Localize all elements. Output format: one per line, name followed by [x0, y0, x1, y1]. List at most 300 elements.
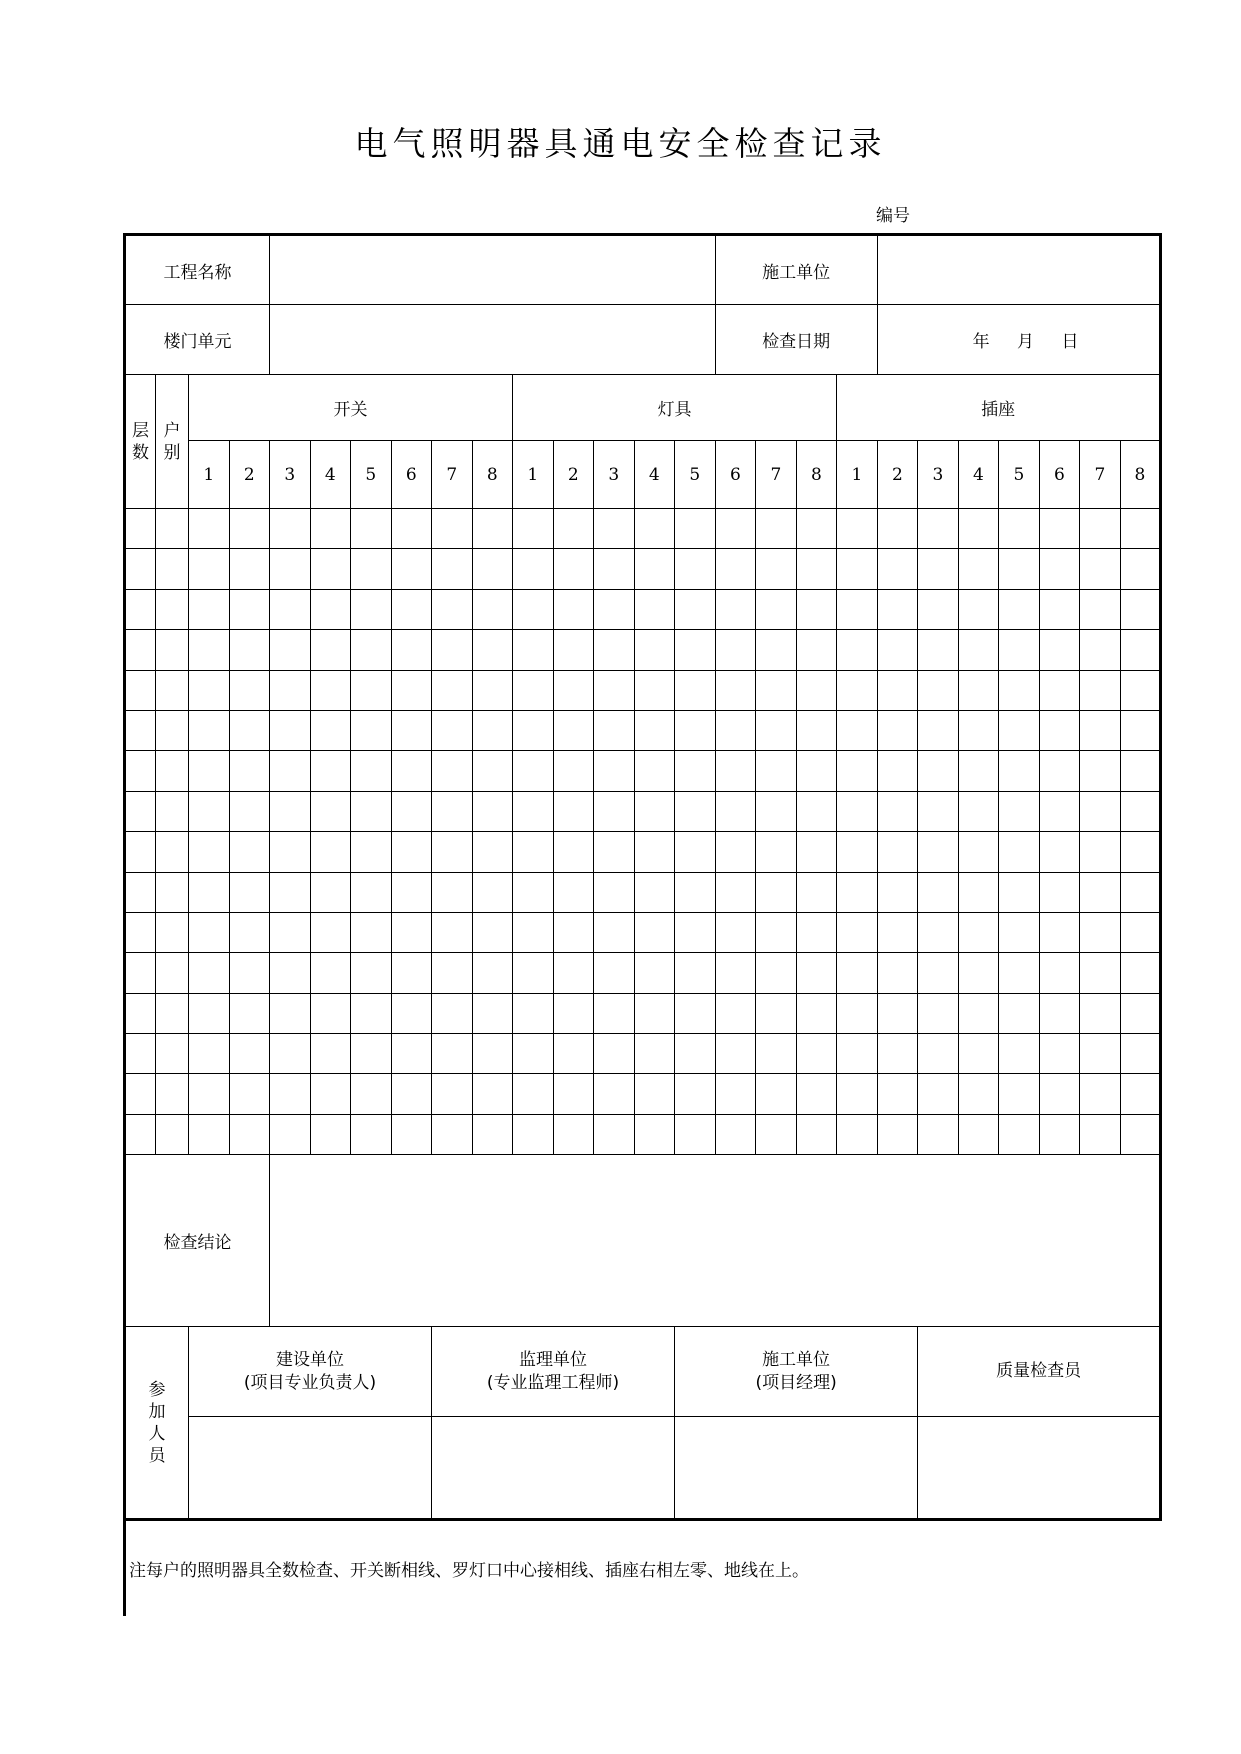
- grid-cell[interactable]: [270, 953, 311, 993]
- grid-cell[interactable]: [715, 710, 756, 750]
- grid-cell[interactable]: [1120, 710, 1161, 750]
- grid-cell[interactable]: [634, 630, 675, 670]
- grid-cell[interactable]: [796, 953, 837, 993]
- grid-cell[interactable]: [1039, 872, 1080, 912]
- grid-cell[interactable]: [1120, 751, 1161, 791]
- grid-cell[interactable]: [1120, 912, 1161, 952]
- grid-cell[interactable]: [391, 710, 432, 750]
- grid-cell[interactable]: [229, 670, 270, 710]
- grid-cell[interactable]: [229, 549, 270, 589]
- grid-cell[interactable]: [553, 630, 594, 670]
- grid-cell[interactable]: [125, 509, 156, 549]
- grid-cell[interactable]: [918, 1114, 959, 1154]
- grid-cell[interactable]: [999, 630, 1040, 670]
- grid-cell[interactable]: [1080, 832, 1121, 872]
- grid-cell[interactable]: [391, 832, 432, 872]
- grid-cell[interactable]: [472, 993, 513, 1033]
- grid-cell[interactable]: [1080, 993, 1121, 1033]
- grid-cell[interactable]: [513, 509, 554, 549]
- grid-cell[interactable]: [837, 993, 878, 1033]
- grid-cell[interactable]: [472, 872, 513, 912]
- grid-cell[interactable]: [432, 751, 473, 791]
- grid-cell[interactable]: [715, 670, 756, 710]
- grid-cell[interactable]: [513, 993, 554, 1033]
- grid-cell[interactable]: [958, 1114, 999, 1154]
- grid-cell[interactable]: [125, 549, 156, 589]
- grid-cell[interactable]: [756, 832, 797, 872]
- grid-cell[interactable]: [351, 1114, 392, 1154]
- grid-cell[interactable]: [391, 1074, 432, 1114]
- grid-cell[interactable]: [1120, 993, 1161, 1033]
- grid-cell[interactable]: [877, 509, 918, 549]
- grid-cell[interactable]: [634, 912, 675, 952]
- grid-cell[interactable]: [999, 670, 1040, 710]
- grid-cell[interactable]: [918, 832, 959, 872]
- conclusion-field[interactable]: [270, 1155, 1161, 1327]
- grid-cell[interactable]: [270, 509, 311, 549]
- grid-cell[interactable]: [877, 589, 918, 629]
- grid-cell[interactable]: [270, 1074, 311, 1114]
- grid-cell[interactable]: [918, 509, 959, 549]
- grid-cell[interactable]: [351, 1074, 392, 1114]
- grid-cell[interactable]: [351, 630, 392, 670]
- grid-cell[interactable]: [472, 1074, 513, 1114]
- grid-cell[interactable]: [513, 589, 554, 629]
- grid-cell[interactable]: [999, 872, 1040, 912]
- grid-cell[interactable]: [391, 589, 432, 629]
- grid-cell[interactable]: [189, 1114, 230, 1154]
- grid-cell[interactable]: [513, 1074, 554, 1114]
- grid-cell[interactable]: [270, 710, 311, 750]
- grid-cell[interactable]: [1039, 912, 1080, 952]
- grid-cell[interactable]: [125, 670, 156, 710]
- grid-cell[interactable]: [634, 953, 675, 993]
- grid-cell[interactable]: [391, 549, 432, 589]
- grid-cell[interactable]: [229, 1114, 270, 1154]
- grid-cell[interactable]: [351, 791, 392, 831]
- grid-cell[interactable]: [796, 710, 837, 750]
- grid-cell[interactable]: [351, 1034, 392, 1074]
- grid-cell[interactable]: [594, 549, 635, 589]
- grid-cell[interactable]: [756, 953, 797, 993]
- grid-cell[interactable]: [125, 912, 156, 952]
- grid-cell[interactable]: [1080, 549, 1121, 589]
- grid-cell[interactable]: [432, 589, 473, 629]
- grid-cell[interactable]: [156, 1114, 189, 1154]
- grid-cell[interactable]: [918, 1034, 959, 1074]
- owner-signature-field[interactable]: [189, 1417, 432, 1520]
- grid-cell[interactable]: [594, 993, 635, 1033]
- grid-cell[interactable]: [756, 872, 797, 912]
- grid-cell[interactable]: [351, 953, 392, 993]
- grid-cell[interactable]: [796, 1074, 837, 1114]
- grid-cell[interactable]: [715, 1034, 756, 1074]
- grid-cell[interactable]: [553, 872, 594, 912]
- grid-cell[interactable]: [796, 589, 837, 629]
- check-date-field[interactable]: [877, 305, 1161, 375]
- quality-inspector-signature-field[interactable]: [918, 1417, 1161, 1520]
- grid-cell[interactable]: [675, 589, 716, 629]
- grid-cell[interactable]: [796, 791, 837, 831]
- grid-cell[interactable]: [432, 549, 473, 589]
- grid-cell[interactable]: [634, 832, 675, 872]
- grid-cell[interactable]: [634, 710, 675, 750]
- grid-cell[interactable]: [229, 509, 270, 549]
- grid-cell[interactable]: [351, 832, 392, 872]
- grid-cell[interactable]: [156, 1034, 189, 1074]
- grid-cell[interactable]: [756, 1074, 797, 1114]
- grid-cell[interactable]: [634, 549, 675, 589]
- grid-cell[interactable]: [634, 1114, 675, 1154]
- grid-cell[interactable]: [351, 993, 392, 1033]
- grid-cell[interactable]: [1039, 751, 1080, 791]
- grid-cell[interactable]: [156, 589, 189, 629]
- grid-cell[interactable]: [634, 791, 675, 831]
- grid-cell[interactable]: [229, 1074, 270, 1114]
- grid-cell[interactable]: [270, 912, 311, 952]
- grid-cell[interactable]: [958, 1034, 999, 1074]
- grid-cell[interactable]: [189, 670, 230, 710]
- grid-cell[interactable]: [351, 670, 392, 710]
- grid-cell[interactable]: [156, 993, 189, 1033]
- grid-cell[interactable]: [432, 670, 473, 710]
- grid-cell[interactable]: [1120, 1074, 1161, 1114]
- grid-cell[interactable]: [1039, 791, 1080, 831]
- grid-cell[interactable]: [189, 912, 230, 952]
- grid-cell[interactable]: [1039, 710, 1080, 750]
- grid-cell[interactable]: [391, 791, 432, 831]
- grid-cell[interactable]: [156, 509, 189, 549]
- grid-cell[interactable]: [189, 1074, 230, 1114]
- grid-cell[interactable]: [796, 509, 837, 549]
- grid-cell[interactable]: [270, 751, 311, 791]
- grid-cell[interactable]: [513, 912, 554, 952]
- grid-cell[interactable]: [594, 1074, 635, 1114]
- grid-cell[interactable]: [553, 953, 594, 993]
- grid-cell[interactable]: [1039, 670, 1080, 710]
- grid-cell[interactable]: [391, 630, 432, 670]
- grid-cell[interactable]: [189, 549, 230, 589]
- grid-cell[interactable]: [513, 751, 554, 791]
- grid-cell[interactable]: [958, 993, 999, 1033]
- grid-cell[interactable]: [999, 953, 1040, 993]
- grid-cell[interactable]: [229, 872, 270, 912]
- grid-cell[interactable]: [634, 872, 675, 912]
- grid-cell[interactable]: [229, 953, 270, 993]
- grid-cell[interactable]: [715, 832, 756, 872]
- grid-cell[interactable]: [391, 751, 432, 791]
- grid-cell[interactable]: [675, 670, 716, 710]
- grid-cell[interactable]: [310, 630, 351, 670]
- grid-cell[interactable]: [634, 589, 675, 629]
- grid-cell[interactable]: [675, 791, 716, 831]
- grid-cell[interactable]: [125, 1114, 156, 1154]
- grid-cell[interactable]: [513, 953, 554, 993]
- grid-cell[interactable]: [391, 1034, 432, 1074]
- grid-cell[interactable]: [756, 1114, 797, 1154]
- grid-cell[interactable]: [918, 953, 959, 993]
- grid-cell[interactable]: [675, 751, 716, 791]
- grid-cell[interactable]: [553, 751, 594, 791]
- grid-cell[interactable]: [958, 549, 999, 589]
- grid-cell[interactable]: [513, 872, 554, 912]
- grid-cell[interactable]: [1039, 993, 1080, 1033]
- grid-cell[interactable]: [351, 872, 392, 912]
- grid-cell[interactable]: [229, 993, 270, 1033]
- grid-cell[interactable]: [837, 710, 878, 750]
- grid-cell[interactable]: [796, 832, 837, 872]
- grid-cell[interactable]: [125, 751, 156, 791]
- grid-cell[interactable]: [918, 549, 959, 589]
- grid-cell[interactable]: [156, 912, 189, 952]
- grid-cell[interactable]: [634, 751, 675, 791]
- grid-cell[interactable]: [918, 670, 959, 710]
- grid-cell[interactable]: [432, 630, 473, 670]
- grid-cell[interactable]: [125, 630, 156, 670]
- grid-cell[interactable]: [229, 751, 270, 791]
- grid-cell[interactable]: [310, 832, 351, 872]
- grid-cell[interactable]: [918, 589, 959, 629]
- grid-cell[interactable]: [594, 670, 635, 710]
- grid-cell[interactable]: [432, 872, 473, 912]
- grid-cell[interactable]: [837, 872, 878, 912]
- grid-cell[interactable]: [270, 1034, 311, 1074]
- grid-cell[interactable]: [675, 509, 716, 549]
- grid-cell[interactable]: [999, 1074, 1040, 1114]
- grid-cell[interactable]: [877, 710, 918, 750]
- grid-cell[interactable]: [310, 670, 351, 710]
- grid-cell[interactable]: [877, 832, 918, 872]
- grid-cell[interactable]: [310, 912, 351, 952]
- grid-cell[interactable]: [472, 832, 513, 872]
- grid-cell[interactable]: [877, 953, 918, 993]
- grid-cell[interactable]: [270, 670, 311, 710]
- grid-cell[interactable]: [675, 1074, 716, 1114]
- grid-cell[interactable]: [877, 791, 918, 831]
- grid-cell[interactable]: [351, 589, 392, 629]
- grid-cell[interactable]: [391, 670, 432, 710]
- grid-cell[interactable]: [189, 589, 230, 629]
- grid-cell[interactable]: [310, 751, 351, 791]
- grid-cell[interactable]: [837, 630, 878, 670]
- grid-cell[interactable]: [472, 791, 513, 831]
- grid-cell[interactable]: [1080, 589, 1121, 629]
- grid-cell[interactable]: [877, 1114, 918, 1154]
- grid-cell[interactable]: [156, 751, 189, 791]
- grid-cell[interactable]: [310, 1034, 351, 1074]
- grid-cell[interactable]: [125, 710, 156, 750]
- grid-cell[interactable]: [634, 1034, 675, 1074]
- grid-cell[interactable]: [715, 1074, 756, 1114]
- grid-cell[interactable]: [310, 509, 351, 549]
- grid-cell[interactable]: [270, 832, 311, 872]
- construction-unit-field[interactable]: [877, 235, 1161, 305]
- grid-cell[interactable]: [1080, 1114, 1121, 1154]
- grid-cell[interactable]: [310, 549, 351, 589]
- grid-cell[interactable]: [675, 1114, 716, 1154]
- grid-cell[interactable]: [472, 589, 513, 629]
- grid-cell[interactable]: [958, 589, 999, 629]
- grid-cell[interactable]: [432, 1114, 473, 1154]
- grid-cell[interactable]: [999, 751, 1040, 791]
- grid-cell[interactable]: [432, 791, 473, 831]
- grid-cell[interactable]: [1080, 1034, 1121, 1074]
- grid-cell[interactable]: [310, 993, 351, 1033]
- grid-cell[interactable]: [594, 791, 635, 831]
- grid-cell[interactable]: [999, 509, 1040, 549]
- grid-cell[interactable]: [310, 1114, 351, 1154]
- grid-cell[interactable]: [796, 993, 837, 1033]
- grid-cell[interactable]: [229, 1034, 270, 1074]
- supervisor-signature-field[interactable]: [432, 1417, 675, 1520]
- grid-cell[interactable]: [877, 670, 918, 710]
- grid-cell[interactable]: [1039, 1074, 1080, 1114]
- grid-cell[interactable]: [715, 912, 756, 952]
- contractor-signature-field[interactable]: [675, 1417, 918, 1520]
- grid-cell[interactable]: [837, 953, 878, 993]
- grid-cell[interactable]: [877, 549, 918, 589]
- grid-cell[interactable]: [837, 1114, 878, 1154]
- grid-cell[interactable]: [472, 549, 513, 589]
- grid-cell[interactable]: [837, 1074, 878, 1114]
- grid-cell[interactable]: [756, 751, 797, 791]
- grid-cell[interactable]: [189, 872, 230, 912]
- grid-cell[interactable]: [432, 832, 473, 872]
- grid-cell[interactable]: [756, 589, 797, 629]
- grid-cell[interactable]: [125, 993, 156, 1033]
- grid-cell[interactable]: [675, 549, 716, 589]
- grid-cell[interactable]: [432, 710, 473, 750]
- grid-cell[interactable]: [513, 832, 554, 872]
- grid-cell[interactable]: [472, 1034, 513, 1074]
- grid-cell[interactable]: [310, 872, 351, 912]
- grid-cell[interactable]: [553, 1034, 594, 1074]
- grid-cell[interactable]: [675, 912, 716, 952]
- grid-cell[interactable]: [756, 912, 797, 952]
- grid-cell[interactable]: [391, 912, 432, 952]
- grid-cell[interactable]: [877, 630, 918, 670]
- grid-cell[interactable]: [594, 509, 635, 549]
- grid-cell[interactable]: [1120, 791, 1161, 831]
- grid-cell[interactable]: [918, 751, 959, 791]
- grid-cell[interactable]: [1039, 549, 1080, 589]
- grid-cell[interactable]: [189, 630, 230, 670]
- grid-cell[interactable]: [756, 791, 797, 831]
- grid-cell[interactable]: [310, 953, 351, 993]
- grid-cell[interactable]: [125, 791, 156, 831]
- grid-cell[interactable]: [1120, 509, 1161, 549]
- grid-cell[interactable]: [837, 589, 878, 629]
- grid-cell[interactable]: [229, 710, 270, 750]
- grid-cell[interactable]: [594, 589, 635, 629]
- grid-cell[interactable]: [156, 710, 189, 750]
- grid-cell[interactable]: [125, 1074, 156, 1114]
- grid-cell[interactable]: [553, 509, 594, 549]
- grid-cell[interactable]: [999, 791, 1040, 831]
- grid-cell[interactable]: [918, 791, 959, 831]
- grid-cell[interactable]: [310, 791, 351, 831]
- grid-cell[interactable]: [229, 791, 270, 831]
- grid-cell[interactable]: [1039, 1114, 1080, 1154]
- grid-cell[interactable]: [391, 509, 432, 549]
- grid-cell[interactable]: [553, 710, 594, 750]
- grid-cell[interactable]: [837, 1034, 878, 1074]
- grid-cell[interactable]: [796, 751, 837, 791]
- grid-cell[interactable]: [513, 710, 554, 750]
- grid-cell[interactable]: [229, 832, 270, 872]
- grid-cell[interactable]: [189, 993, 230, 1033]
- grid-cell[interactable]: [513, 549, 554, 589]
- grid-cell[interactable]: [125, 1034, 156, 1074]
- grid-cell[interactable]: [999, 710, 1040, 750]
- grid-cell[interactable]: [1080, 872, 1121, 912]
- grid-cell[interactable]: [675, 993, 716, 1033]
- grid-cell[interactable]: [513, 630, 554, 670]
- grid-cell[interactable]: [553, 993, 594, 1033]
- grid-cell[interactable]: [189, 953, 230, 993]
- grid-cell[interactable]: [999, 1034, 1040, 1074]
- grid-cell[interactable]: [156, 791, 189, 831]
- grid-cell[interactable]: [391, 1114, 432, 1154]
- grid-cell[interactable]: [1080, 630, 1121, 670]
- grid-cell[interactable]: [1080, 791, 1121, 831]
- grid-cell[interactable]: [756, 710, 797, 750]
- project-name-field[interactable]: [270, 235, 716, 305]
- grid-cell[interactable]: [189, 509, 230, 549]
- grid-cell[interactable]: [156, 953, 189, 993]
- grid-cell[interactable]: [958, 630, 999, 670]
- grid-cell[interactable]: [796, 872, 837, 912]
- grid-cell[interactable]: [310, 710, 351, 750]
- grid-cell[interactable]: [351, 509, 392, 549]
- grid-cell[interactable]: [472, 630, 513, 670]
- grid-cell[interactable]: [796, 1034, 837, 1074]
- grid-cell[interactable]: [553, 912, 594, 952]
- grid-cell[interactable]: [958, 791, 999, 831]
- grid-cell[interactable]: [918, 1074, 959, 1114]
- grid-cell[interactable]: [958, 751, 999, 791]
- grid-cell[interactable]: [1039, 509, 1080, 549]
- grid-cell[interactable]: [432, 953, 473, 993]
- grid-cell[interactable]: [958, 832, 999, 872]
- grid-cell[interactable]: [958, 1074, 999, 1114]
- grid-cell[interactable]: [999, 993, 1040, 1033]
- grid-cell[interactable]: [432, 1074, 473, 1114]
- grid-cell[interactable]: [594, 953, 635, 993]
- grid-cell[interactable]: [1120, 1114, 1161, 1154]
- grid-cell[interactable]: [1120, 832, 1161, 872]
- grid-cell[interactable]: [156, 832, 189, 872]
- grid-cell[interactable]: [156, 549, 189, 589]
- grid-cell[interactable]: [999, 832, 1040, 872]
- grid-cell[interactable]: [1120, 549, 1161, 589]
- grid-cell[interactable]: [156, 630, 189, 670]
- grid-cell[interactable]: [229, 912, 270, 952]
- grid-cell[interactable]: [432, 912, 473, 952]
- grid-cell[interactable]: [270, 1114, 311, 1154]
- grid-cell[interactable]: [958, 872, 999, 912]
- grid-cell[interactable]: [958, 710, 999, 750]
- grid-cell[interactable]: [1080, 912, 1121, 952]
- grid-cell[interactable]: [472, 1114, 513, 1154]
- grid-cell[interactable]: [715, 953, 756, 993]
- grid-cell[interactable]: [918, 630, 959, 670]
- grid-cell[interactable]: [715, 509, 756, 549]
- grid-cell[interactable]: [432, 509, 473, 549]
- grid-cell[interactable]: [837, 509, 878, 549]
- grid-cell[interactable]: [958, 509, 999, 549]
- grid-cell[interactable]: [1039, 953, 1080, 993]
